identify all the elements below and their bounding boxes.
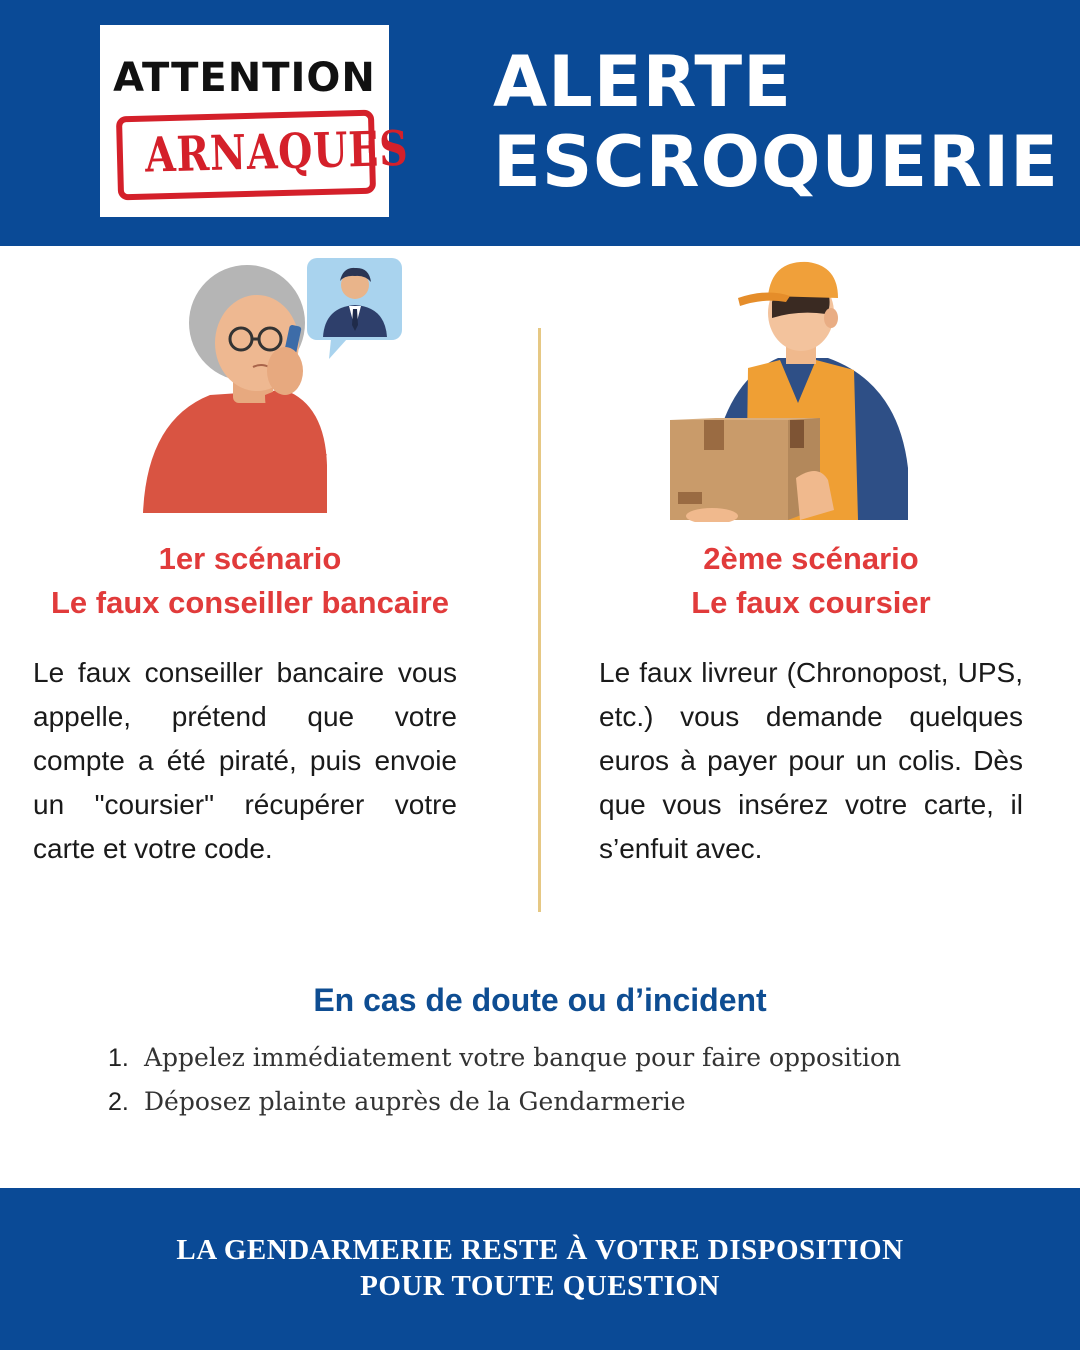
doubt-steps-list bbox=[108, 1036, 901, 1124]
doubt-section-title: En cas de doute ou d’incident bbox=[313, 982, 767, 1018]
step-number: 1. bbox=[108, 1044, 129, 1072]
arnaques-stamp bbox=[116, 110, 410, 201]
title-line-2: ESCROQUERIE bbox=[493, 121, 1059, 203]
delivery-man-with-box-icon bbox=[668, 258, 920, 522]
scenario-1-number: 1er scénario bbox=[158, 541, 342, 576]
footer-banner bbox=[0, 1188, 1080, 1350]
title-line-1: ALERTE bbox=[493, 41, 792, 123]
scenario-1-description: Le faux conseiller bancaire vous appelle, prétend que votre compte a été piraté, puis envoie un "coursier" récupérer votre carte et votre code. bbox=[33, 657, 457, 864]
column-divider bbox=[538, 328, 541, 912]
stamp-text: ARNAQUES bbox=[144, 120, 410, 184]
scenario-2-number: 2ème scénario bbox=[703, 541, 919, 576]
scenario-2-title bbox=[551, 537, 1071, 625]
doubt-step bbox=[108, 1036, 901, 1080]
footer-line-1: LA GENDARMERIE RESTE À VOTRE DISPOSITION bbox=[176, 1234, 904, 1266]
doubt-step bbox=[108, 1080, 901, 1124]
scenario-2-description: Le faux livreur (Chronopost, UPS, etc.) vous demande quelques euros à payer pour un colis. Dès que vous insérez votre carte, il s’enfuit avec. bbox=[599, 657, 1023, 864]
step-text: Déposez plainte auprès de la Gendarmerie bbox=[144, 1087, 686, 1116]
scenario-1-title bbox=[0, 537, 510, 625]
step-number: 2. bbox=[108, 1088, 129, 1116]
attention-arnaques-logo bbox=[100, 25, 410, 217]
elderly-woman-on-phone-icon bbox=[135, 255, 415, 517]
page-title bbox=[493, 42, 1059, 202]
footer-message bbox=[0, 1232, 1080, 1304]
footer-line-2: POUR TOUTE QUESTION bbox=[360, 1270, 720, 1302]
header-banner bbox=[0, 0, 1080, 246]
scenario-2-name: Le faux coursier bbox=[691, 585, 931, 620]
logo-attention-text: ATTENTION bbox=[113, 55, 376, 101]
step-text: Appelez immédiatement votre banque pour faire opposition bbox=[144, 1043, 902, 1072]
scenario-1-name: Le faux conseiller bancaire bbox=[50, 585, 449, 620]
